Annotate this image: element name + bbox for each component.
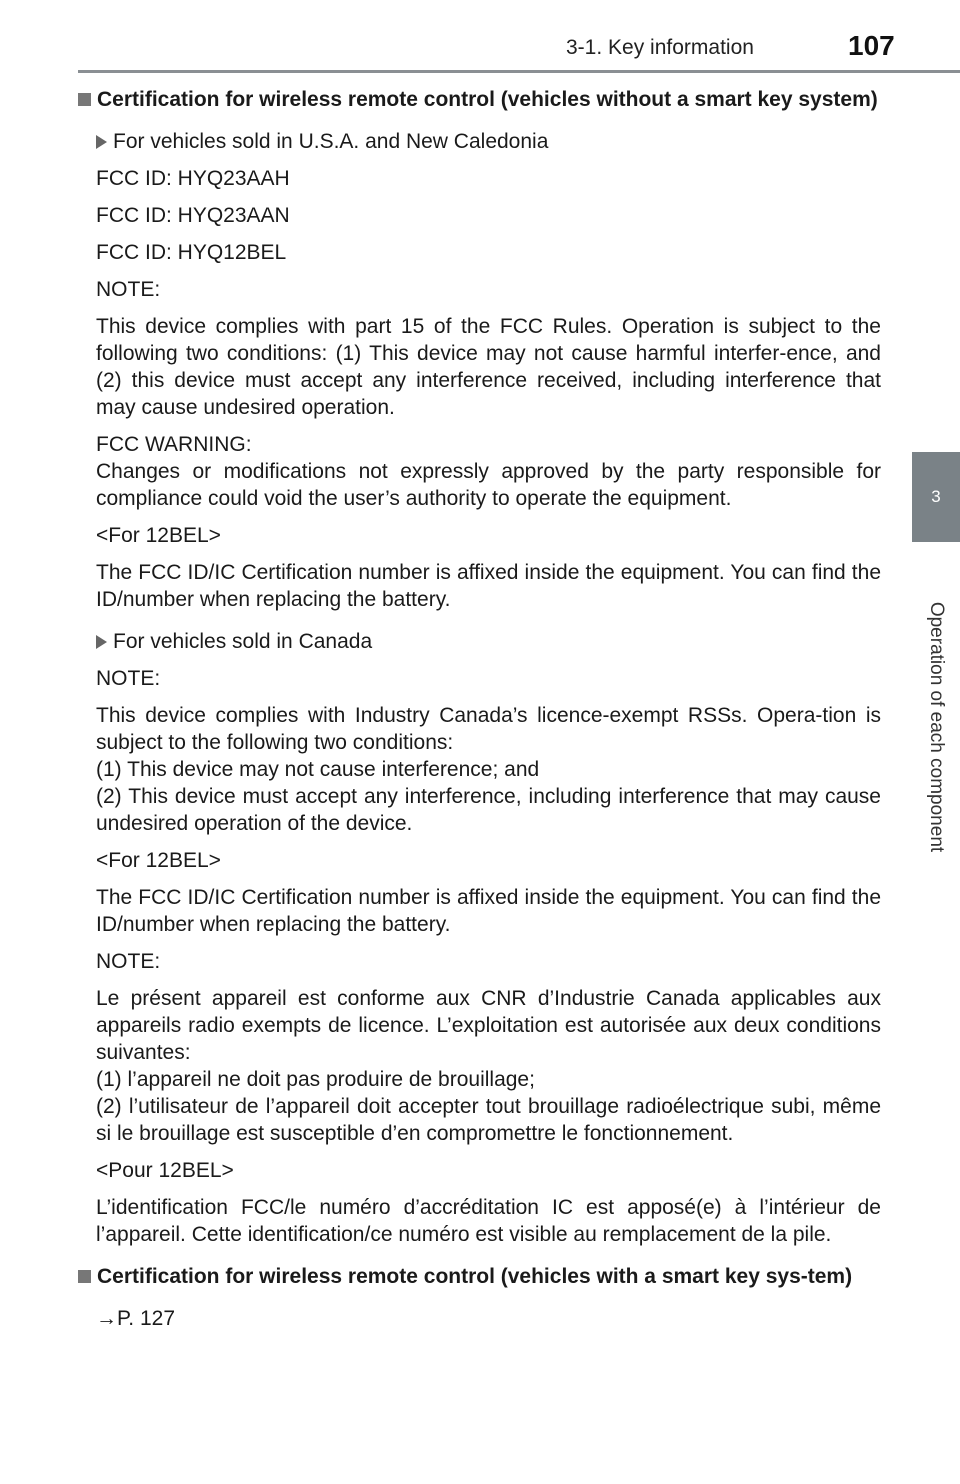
triangle-right-icon <box>96 635 107 649</box>
square-bullet-icon <box>78 93 91 106</box>
note-label: NOTE: <box>96 278 161 301</box>
canada-note-french: Le présent appareil est conforme aux CNR d’Industrie Canada applicables aux appareils radio exempts de licence. L’exploitation est autorisée aux deux conditions suivantes: (1) l’appareil ne doit pas produire de brouillage; (2) l’utilisateur de l’appareil doit accepter tout brouillage radioélectrique subi, même si le brouillage est susceptible d’en compromettre le fonctionnement. <box>96 987 881 1145</box>
square-bullet-icon <box>78 1270 91 1283</box>
section-title: 3-1. Key information <box>566 36 754 59</box>
chapter-tab-number: 3 <box>912 452 960 542</box>
fcc-id-2: FCC ID: HYQ23AAN <box>96 204 290 227</box>
chapter-side-label-text: Operation of each component <box>926 601 947 853</box>
for-12bel-text: The FCC ID/IC Certification number is affixed inside the equipment. You can find the ID/number when replacing the battery. <box>96 886 881 936</box>
for-12bel-label: <For 12BEL> <box>96 849 221 872</box>
section-heading-without-smart-key: Certification for wireless remote control (vehicles without a smart key system) <box>78 86 881 113</box>
page-reference-link[interactable]: →P. 127 <box>96 1307 176 1330</box>
note-label: NOTE: <box>96 950 161 973</box>
section-heading-with-smart-key: Certification for wireless remote control (vehicles with a smart key sys-tem) <box>78 1263 881 1290</box>
triangle-right-icon <box>96 135 107 149</box>
usa-subheading: For vehicles sold in U.S.A. and New Caledonia <box>96 128 881 155</box>
note-label: NOTE: <box>96 667 161 690</box>
fcc-warning: FCC WARNING: Changes or modifications not expressly approved by the party responsible for compliance could void the user’s authority to operate the equipment. <box>96 433 881 510</box>
page-content <box>78 86 881 1342</box>
for-12bel-text: The FCC ID/IC Certification number is affixed inside the equipment. You can find the ID/number when replacing the battery. <box>96 561 881 611</box>
header-rule <box>78 70 960 73</box>
for-12bel-label: <For 12BEL> <box>96 524 221 547</box>
chapter-side-label <box>912 542 960 912</box>
fcc-id-1: FCC ID: HYQ23AAH <box>96 167 290 190</box>
pour-12bel-label: <Pour 12BEL> <box>96 1159 234 1182</box>
canada-note: This device complies with Industry Canada’s licence-exempt RSSs. Opera-tion is subject to the following two conditions: (1) This device may not cause interference; and (2) This device must accept any interference, including interference that may cause undesired operation of the device. <box>96 704 881 835</box>
note-text: This device complies with part 15 of the FCC Rules. Operation is subject to the following two conditions: (1) This device may not cause harmful interfer-ence, and (2) this device must accept any interference received, including interference that may cause undesired operation. <box>96 315 881 419</box>
canada-subheading: For vehicles sold in Canada <box>96 628 881 655</box>
pour-12bel-text: L’identification FCC/le numéro d’accréditation IC est apposé(e) à l’intérieur de l’appareil. Cette identification/ce numéro est visible au remplacement de la pile. <box>96 1196 881 1246</box>
fcc-id-3: FCC ID: HYQ12BEL <box>96 241 287 264</box>
page-number: 107 <box>848 30 895 61</box>
page-header <box>0 0 960 80</box>
